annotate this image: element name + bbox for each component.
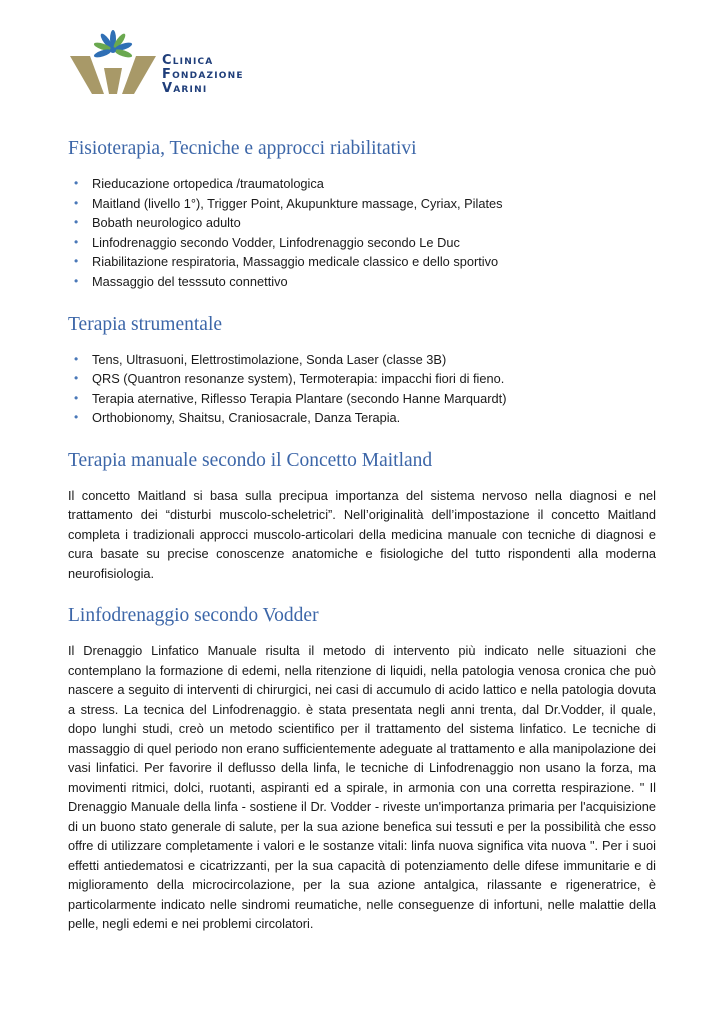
bullet-icon: • bbox=[74, 176, 79, 190]
logo-line-3: Varini bbox=[162, 81, 208, 96]
bullet-icon: • bbox=[74, 273, 79, 288]
section-title-vodder: Linfodrenaggio secondo Vodder bbox=[68, 605, 319, 627]
list-item: • Rieducazione ortopedica /traumatologica bbox=[68, 174, 656, 194]
bullet-icon: • bbox=[74, 371, 79, 386]
bullet-icon: • bbox=[74, 215, 79, 230]
bullet-icon: • bbox=[74, 234, 79, 249]
bullet-icon: • bbox=[74, 351, 79, 366]
logo-line-1: Clinica bbox=[162, 53, 214, 68]
paragraph-maitland: Il concetto Maitland si basa sulla precipua importanza del sistema nervoso nella diagnosi e nel trattamento dei “disturbi muscolo-scheletrici”. Nell’originalità dell’impostazione il concetto Maitland completa i tradizionali approcci muscolo-articolari della medicina manuale con tecniche di diagnosi e cura basate su precise conoscenze anatomiche e fisiologiche del tutto rispondenti alla moderna neurofisiologia. bbox=[68, 487, 656, 581]
section-title-maitland: Terapia manuale secondo il Concetto Maitland bbox=[68, 449, 433, 471]
bullet-icon: • bbox=[74, 390, 79, 405]
logo-wordmark bbox=[162, 54, 244, 96]
list-item: • Maitland (livello 1°), Trigger Point, Akupunkture massage, Cyriax, Pilates bbox=[68, 194, 656, 214]
list-item: • Linfodrenaggio secondo Vodder, Linfodrenaggio secondo Le Duc bbox=[68, 233, 656, 253]
logo-line-2: Fondazione bbox=[162, 67, 244, 82]
logo-emblem-icon bbox=[68, 30, 158, 100]
section-title-terapia-strumentale: Terapia strumentale bbox=[68, 313, 223, 335]
paragraph-vodder: Il Drenaggio Linfatico Manuale risulta il metodo di intervento più indicato nelle situazioni che contemplano la formazione di edemi, nella ritenzione di liquidi, nella patologia venosa cronica che può nascere a seguito di interventi di chirurgici, nei casi di accumulo di acido lattico e nella patologia dovuta a stress. La tecnica del Linfodrenaggio. è stata presentata negli anni trenta, dal Dr.Vodder, il quale, dopo lunghi studi, creò un metodo scientifico per il trattamento del sistema linfatico. Le tecniche di massaggio di quel periodo non erano sufficientemente adeguate al trattamento e alla manipolazione dei vasi linfatici. Per favorire il deflusso della linfa, le tecniche di Linfodrenaggio non usano la forza, ma movimenti ritmici, dolci, ruotanti, aspiranti ed a spirale, in armonia con una corretta respirazione. " Il Drenaggio Manuale della linfa - sostiene il Dr. Vodder - riveste un'importanza primaria per l'acquisizione di un buono stato generale di salute, per la sua azione benefica sui tessuti e per la possibilità che esso offre di utilizzare completamente i valori e le sostanze vitali: linfa nuova significa vita nuova ". Per i suoi effetti antiedematosi e cicatrizzanti, per la sua capacità di potenziamento delle difese immunitarie e di miglioramento della microcircolazione, per la sua azione antalgica, rilassante e rigeneratrice, è particolarmente indicato nelle sindromi reumatiche, nelle conseguenze di infortuni, nelle malattie della pelle, negli edemi e nei problemi circolatori. bbox=[68, 643, 656, 932]
bullet-icon: • bbox=[74, 195, 79, 210]
clinic-logo bbox=[68, 30, 288, 100]
list-item: • Riabilitazione respiratoria, Massaggio medicale classico e dello sportivo bbox=[68, 252, 656, 272]
list-item: • Orthobionomy, Shaitsu, Craniosacrale, Danza Terapia. bbox=[68, 408, 656, 428]
section-title-fisioterapia: Fisioterapia, Tecniche e approcci riabilitativi bbox=[68, 138, 417, 159]
list-item: • Tens, Ultrasuoni, Elettrostimolazione, Sonda Laser (classe 3B) bbox=[68, 350, 656, 370]
bullet-icon: • bbox=[74, 410, 79, 425]
list-item: • QRS (Quantron resonanze system), Termoterapia: impacchi fiori di fieno. bbox=[68, 369, 656, 389]
list-terapia-strumentale bbox=[68, 350, 656, 428]
list-item: • Massaggio del tesssuto connettivo bbox=[68, 272, 656, 292]
list-item: • Terapia aternative, Riflesso Terapia Plantare (secondo Hanne Marquardt) bbox=[68, 389, 656, 409]
list-item: • Bobath neurologico adulto bbox=[68, 213, 656, 233]
list-fisioterapia bbox=[68, 174, 656, 292]
bullet-icon: • bbox=[74, 254, 79, 269]
document-body bbox=[68, 136, 656, 934]
